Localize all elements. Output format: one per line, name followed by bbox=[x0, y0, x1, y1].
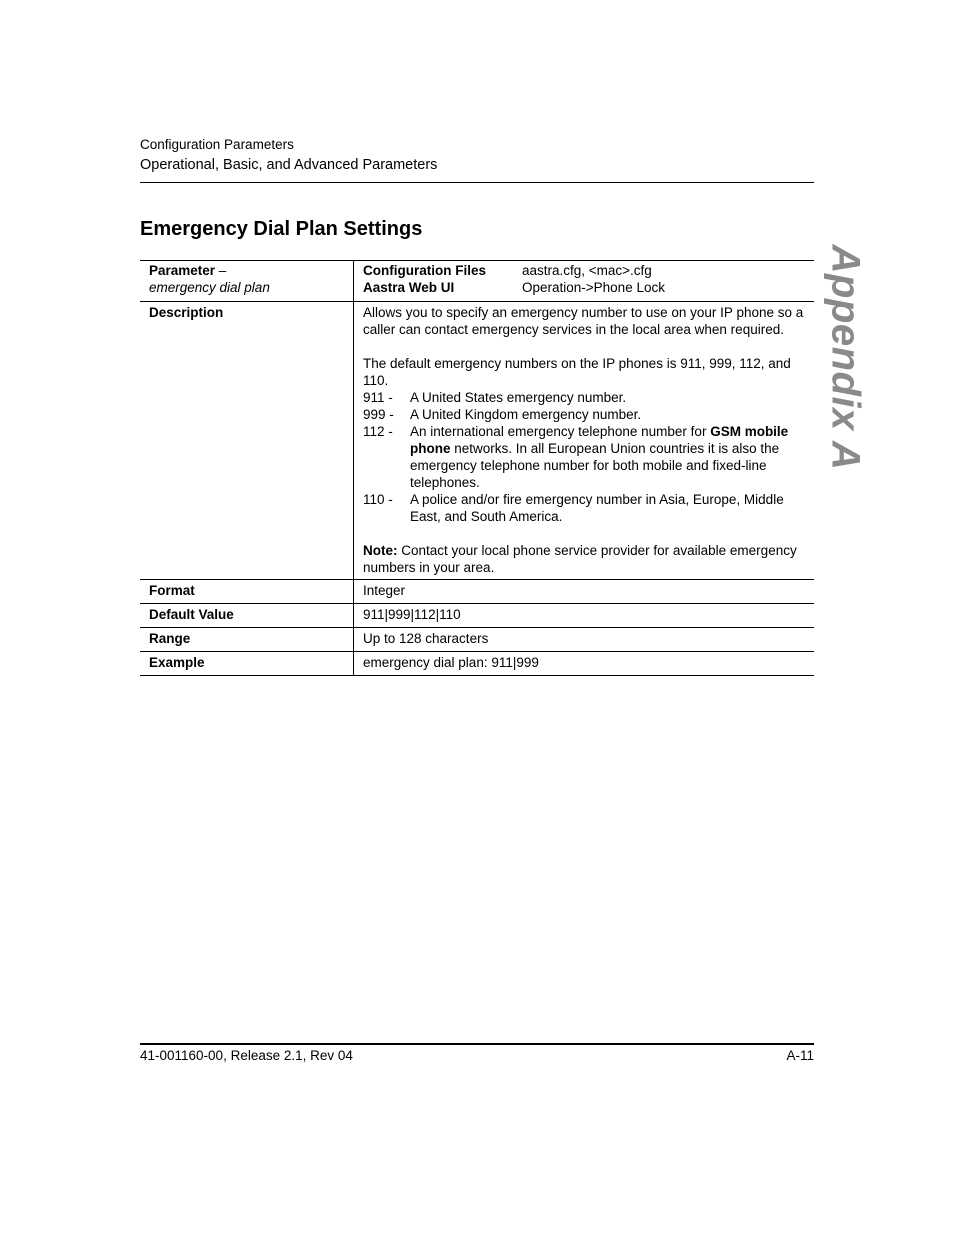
default-value: 911|999|112|110 bbox=[354, 604, 815, 628]
table-row-description bbox=[140, 302, 814, 580]
item-text: A United States emergency number. bbox=[410, 390, 627, 405]
note-text: Contact your local phone service provider for available emergency numbers in your area. bbox=[363, 543, 797, 575]
range-label: Range bbox=[140, 628, 354, 652]
parameter-table bbox=[140, 260, 814, 676]
item-number: 911 - bbox=[363, 390, 393, 405]
parameter-cell bbox=[140, 261, 354, 302]
item-text: A police and/or fire emergency number in Asia, Europe, Middle East, and South America. bbox=[410, 492, 784, 524]
item-text-part: An international emergency telephone number for bbox=[410, 424, 711, 439]
description-cell bbox=[354, 302, 815, 580]
config-cell bbox=[354, 261, 815, 302]
web-ui-value: Operation->Phone Lock bbox=[522, 280, 665, 295]
parameter-name: emergency dial plan bbox=[149, 280, 270, 295]
list-item bbox=[363, 389, 806, 406]
table-row-range bbox=[140, 628, 814, 652]
range-value: Up to 128 characters bbox=[354, 628, 815, 652]
example-label: Example bbox=[140, 652, 354, 676]
description-default: The default emergency numbers on the IP phones is 911, 999, 112, and 110. bbox=[363, 356, 791, 388]
list-item bbox=[363, 406, 806, 423]
running-header-section: Operational, Basic, and Advanced Parameters bbox=[140, 157, 438, 173]
table-row-parameter bbox=[140, 261, 814, 302]
item-text-bold: GSM mobile phone bbox=[410, 424, 789, 456]
description-note bbox=[363, 542, 806, 576]
config-files-value: aastra.cfg, <mac>.cfg bbox=[522, 263, 652, 278]
table-row-default bbox=[140, 604, 814, 628]
web-ui-label: Aastra Web UI bbox=[363, 280, 455, 295]
footer-page-number: A-11 bbox=[786, 1048, 814, 1063]
appendix-side-tab-label: Appendix A bbox=[823, 244, 868, 470]
config-files-label: Configuration Files bbox=[363, 263, 486, 278]
item-number: 112 - bbox=[363, 424, 393, 439]
item-number: 999 - bbox=[363, 407, 394, 422]
section-title: Emergency Dial Plan Settings bbox=[140, 218, 423, 240]
default-value-label: Default Value bbox=[140, 604, 354, 628]
format-value: Integer bbox=[354, 580, 815, 604]
table-row-format bbox=[140, 580, 814, 604]
appendix-side-tab bbox=[820, 244, 870, 470]
parameter-label: Parameter bbox=[149, 263, 216, 278]
description-label: Description bbox=[140, 302, 354, 580]
item-text: A United Kingdom emergency number. bbox=[410, 407, 642, 422]
table-row-example bbox=[140, 652, 814, 676]
running-header-chapter: Configuration Parameters bbox=[140, 137, 294, 152]
description-intro: Allows you to specify an emergency number to use on your IP phone so a caller can contact emergency services in the local area when required. bbox=[363, 305, 804, 337]
format-label: Format bbox=[140, 580, 354, 604]
list-item bbox=[363, 491, 806, 525]
item-text-part: networks. In all European Union countries it is also the emergency telephone number for both mobile and fixed-line telephones. bbox=[410, 441, 780, 490]
footer-document-id: 41-001160-00, Release 2.1, Rev 04 bbox=[140, 1048, 353, 1063]
parameter-dash: – bbox=[215, 263, 227, 278]
item-number: 110 - bbox=[363, 492, 393, 507]
note-label: Note: bbox=[363, 543, 398, 558]
list-item bbox=[363, 423, 806, 491]
item-text bbox=[410, 423, 806, 491]
example-value: emergency dial plan: 911|999 bbox=[354, 652, 815, 676]
footer-divider bbox=[140, 1043, 814, 1045]
header-divider bbox=[140, 182, 814, 183]
